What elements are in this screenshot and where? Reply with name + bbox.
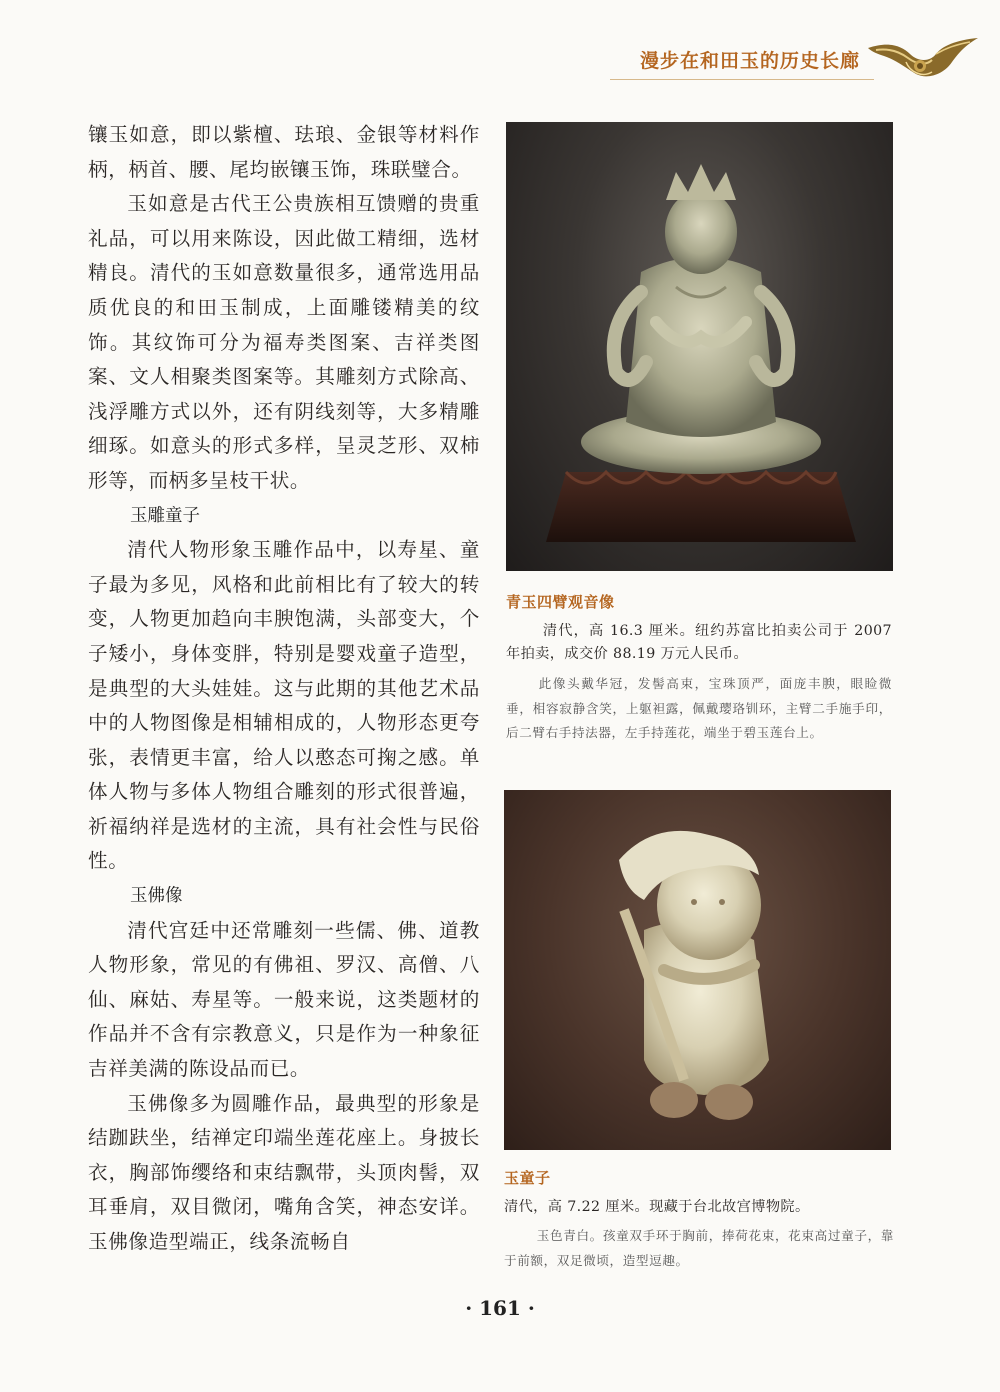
- guanyin-statue-photo: [506, 122, 893, 571]
- running-header-title: 漫步在和田玉的历史长廊: [639, 50, 860, 72]
- section-heading: 玉佛像: [130, 886, 183, 907]
- paragraph: 清代宫廷中还常雕刻一些儒、佛、道教人物形象，常见的有佛祖、罗汉、高僧、八仙、麻姑、寿星等。一般来说，这类题材的作品并不含有宗教意义，只是作为一种象征吉祥美满的陈设品而已。: [88, 918, 480, 1081]
- cloud-ornament-icon: [866, 32, 982, 84]
- figure-caption-title: 玉童子: [504, 1169, 551, 1187]
- figure-caption-title: 青玉四臂观音像: [506, 593, 615, 611]
- paragraph: 玉如意是古代王公贵族相互馈赠的贵重礼品，可以用来陈设，因此做工精细，选材精良。清代的玉如意数量很多，通常选用品质优良的和田玉制成，上面雕镂精美的纹饰。其纹饰可分为福寿类图案、吉祥类图案、文人相聚类图案等。其雕刻方式除高、浅浮雕方式以外，还有阴线刻等，大多精雕细琢。如意头的形式多样，呈灵芝形、双柿形等，而柄多呈枝干状。: [88, 192, 480, 492]
- header-rule: [610, 79, 874, 80]
- page-header: [0, 0, 1000, 92]
- figure-caption-description: 此像头戴华冠，发髻高束，宝珠顶严，面庞丰腴，眼睑微垂，相容寂静含笑，上躯袒露，佩戴璎珞钏环，主臂二手施手印，后二臂右手持法器，左手持莲花，端坐于碧玉莲台上。: [506, 676, 892, 740]
- figure-caption-description: 玉色青白。孩童双手环于胸前，捧荷花束，花束高过童子，靠于前额，双足微顷，造型逗趣。: [504, 1228, 894, 1268]
- paragraph: 清代人物形象玉雕作品中，以寿星、童子最为多见，风格和此前相比有了较大的转变，人物更加趋向丰腴饱满，头部变大，个子矮小，身体变胖，特别是婴戏童子造型，是典型的大头娃娃。这与此期的其他艺术品中的人物图像是相辅相成的，人物形态更夸张，表情更丰富，给人以憨态可掬之感。单体人物与多体人物组合雕刻的形式很普遍，祈福纳祥是选材的主流，具有社会性与民俗性。: [88, 538, 480, 873]
- main-text-column: [88, 118, 480, 1260]
- figure-caption-main: 清代，高 16.3 厘米。纽约苏富比拍卖公司于 2007 年拍卖，成交价 88.19 万元人民币。: [506, 623, 892, 662]
- page-number: · 161 ·: [465, 1296, 535, 1320]
- jade-boy-photo: [504, 790, 891, 1150]
- figure-caption-main: 清代，高 7.22 厘米。现藏于台北故宫博物院。: [504, 1199, 810, 1215]
- paragraph: 玉佛像多为圆雕作品，最典型的形象是结跏趺坐，结禅定印端坐莲花座上。身披长衣，胸部饰缨络和束结飘带，头顶肉髻，双耳垂肩，双目微闭，嘴角含笑，神态安详。玉佛像造型端正，线条流畅自: [88, 1091, 480, 1253]
- paragraph: 镶玉如意，即以紫檀、珐琅、金银等材料作柄，柄首、腰、尾均嵌镶玉饰，珠联璧合。: [88, 123, 480, 181]
- section-heading: 玉雕童子: [130, 505, 200, 526]
